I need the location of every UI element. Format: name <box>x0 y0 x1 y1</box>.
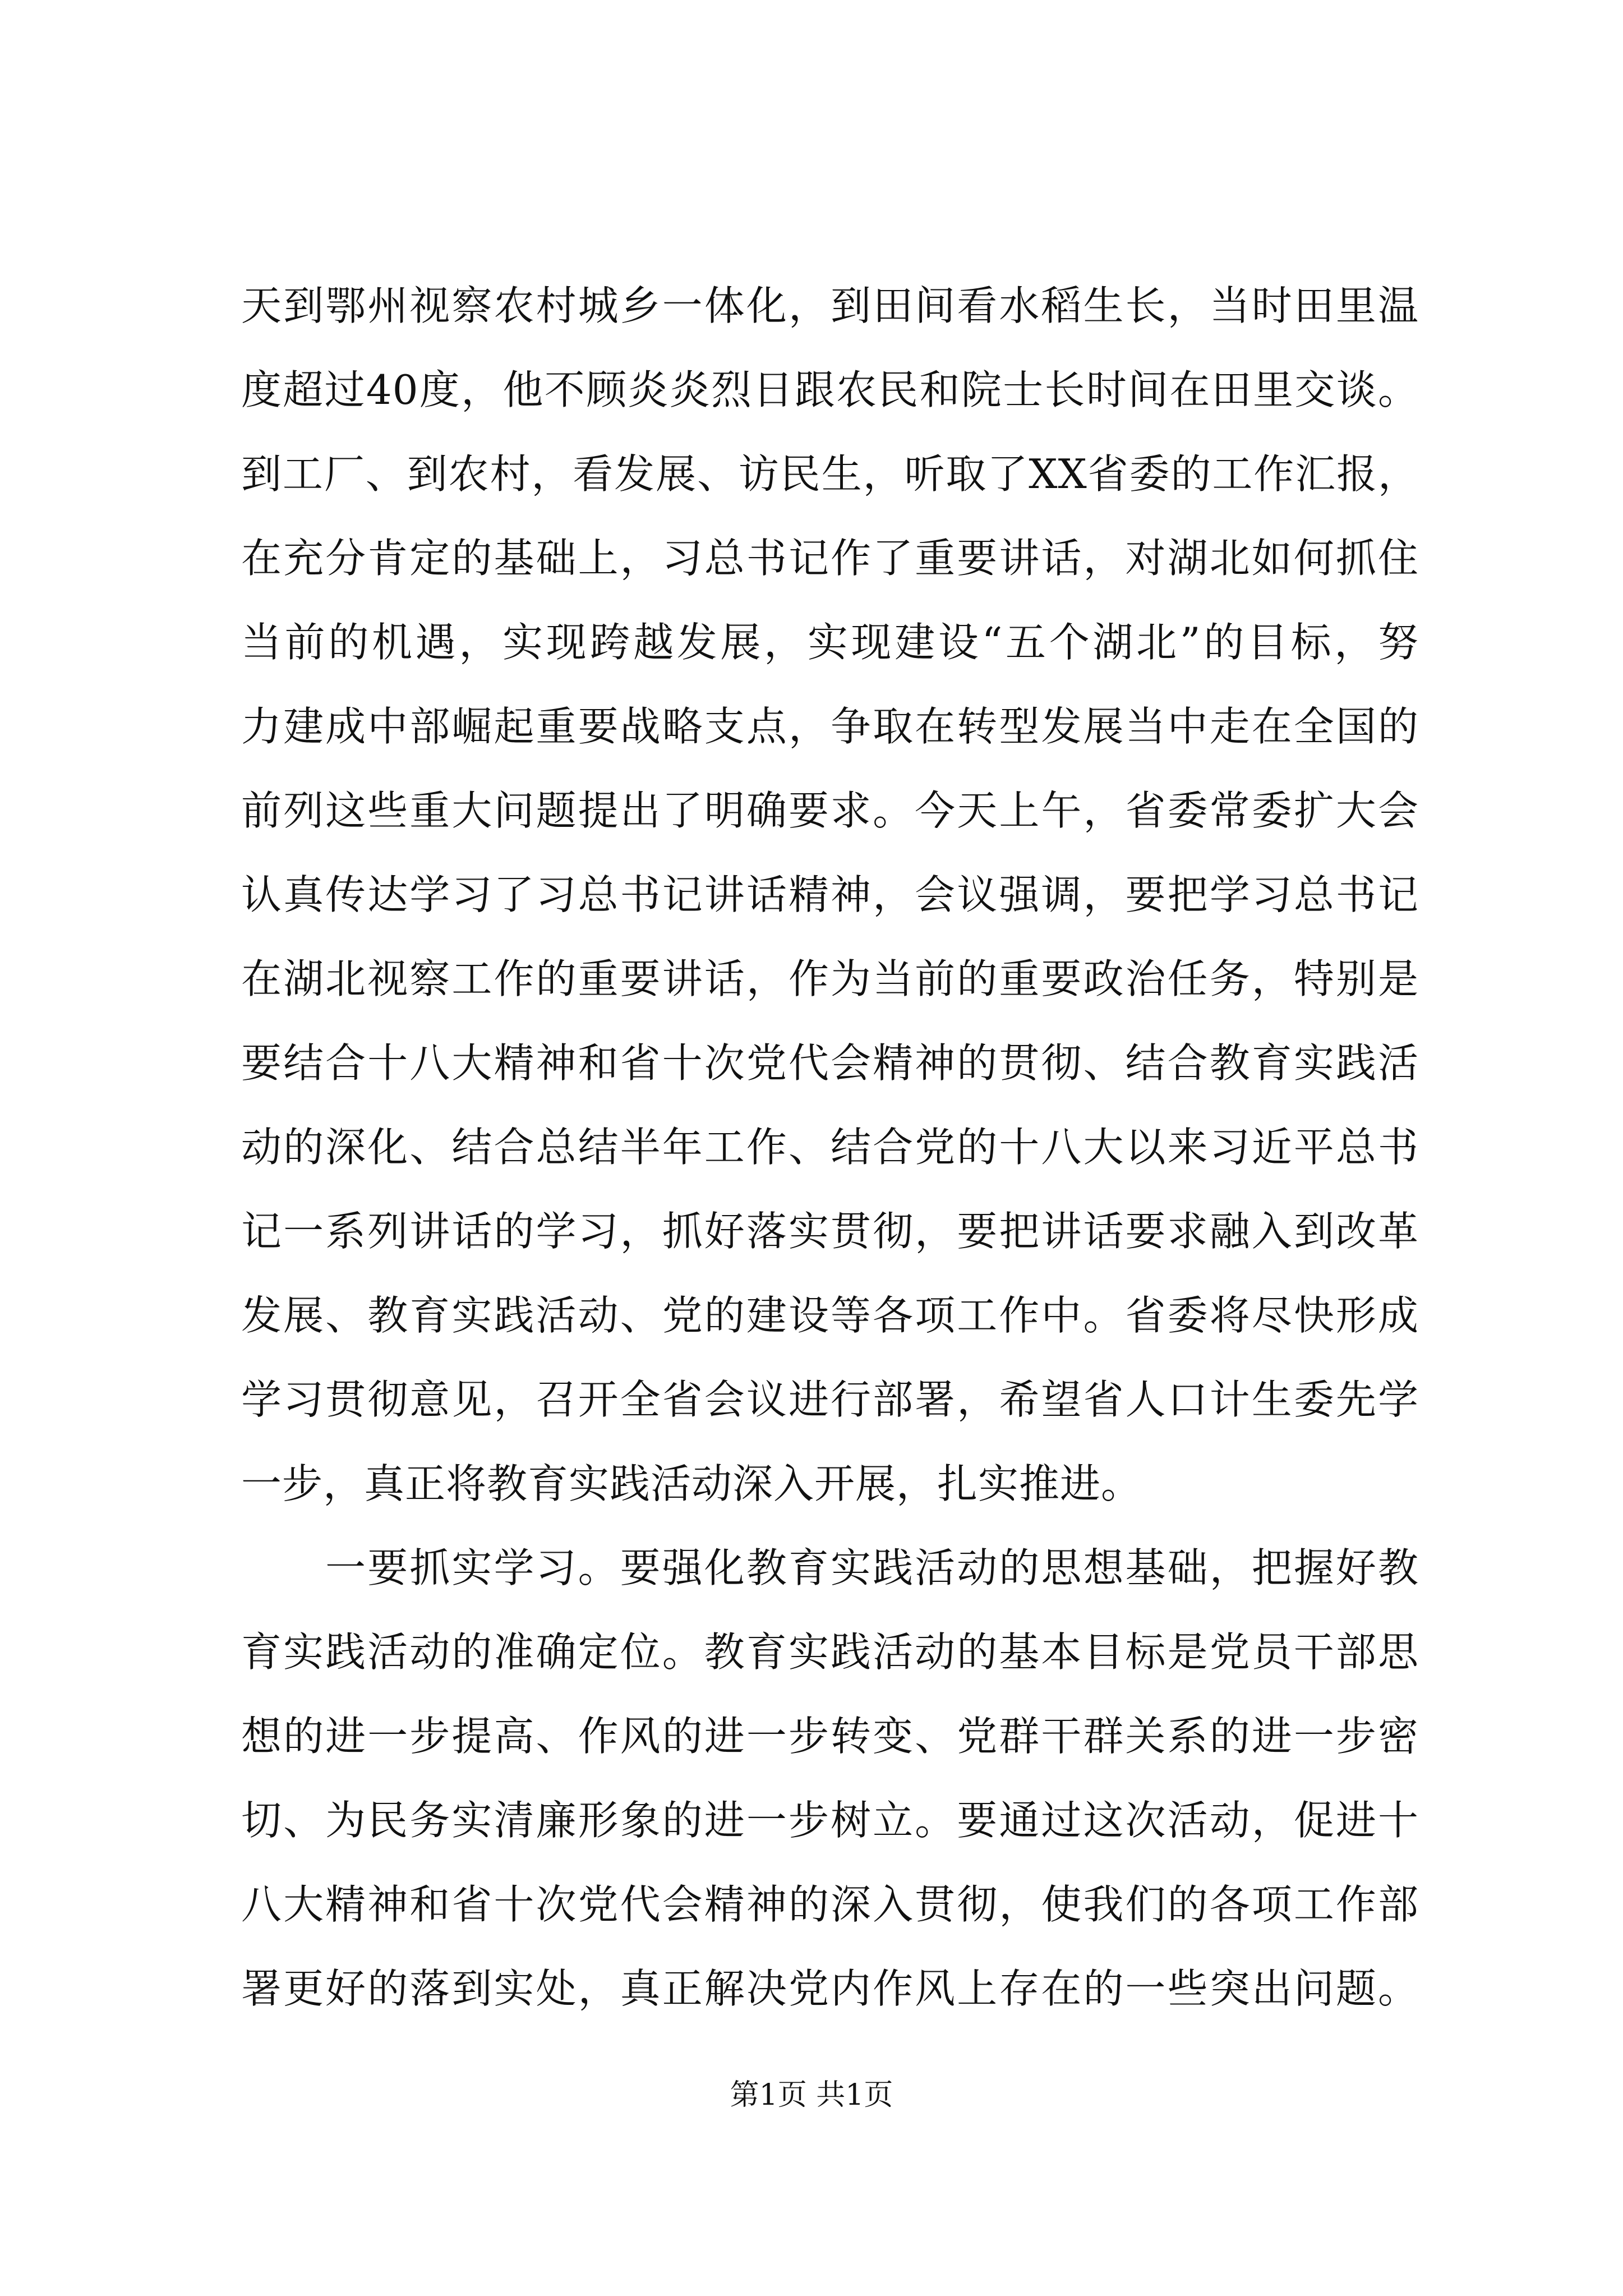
paragraph-1-line-10: 要结合十八大精神和省十次党代会精神的贯彻、结合教育实践活 <box>241 1039 1419 1087</box>
paragraph-1-line-3: 到工厂、到农村，看发展、访民生，听取了XX省委的工作汇报， <box>241 450 1419 498</box>
paragraph-2-line-3: 想的进一步提高、作风的进一步转变、党群干群关系的进一步密 <box>241 1713 1419 1760</box>
paragraph-1-line-8: 认真传达学习了习总书记讲话精神，会议强调，要把学习总书记 <box>241 871 1419 918</box>
page-number: 第1页 共1页 <box>730 2078 893 2112</box>
page-footer <box>0 2076 1623 2115</box>
paragraph-1-line-5: 当前的机遇，实现跨越发展，实现建设“五个湖北”的目标，努 <box>241 619 1419 666</box>
paragraph-2-line-5: 八大精神和省十次党代会精神的深入贯彻，使我们的各项工作部 <box>241 1881 1419 1928</box>
paragraph-2-line-1: 一要抓实学习。要强化教育实践活动的思想基础，把握好教 <box>241 1544 1419 1591</box>
paragraph-1-line-14: 学习贯彻意见，召开全省会议进行部署，希望省人口计生委先学 <box>241 1376 1419 1423</box>
paragraph-1-line-12: 记一系列讲话的学习，抓好落实贯彻，要把讲话要求融入到改革 <box>241 1208 1419 1255</box>
paragraph-1-line-4: 在充分肯定的基础上，习总书记作了重要讲话，对湖北如何抓住 <box>241 535 1419 582</box>
paragraph-1-line-1: 天到鄂州视察农村城乡一体化，到田间看水稻生长，当时田里温 <box>241 282 1419 329</box>
paragraph-1-line-6: 力建成中部崛起重要战略支点，争取在转型发展当中走在全国的 <box>241 703 1419 750</box>
paragraph-2-line-4: 切、为民务实清廉形象的进一步树立。要通过这次活动，促进十 <box>241 1797 1419 1844</box>
paragraph-1-line-9: 在湖北视察工作的重要讲话，作为当前的重要政治任务，特别是 <box>241 955 1419 1002</box>
paragraph-1-line-2: 度超过40度，他不顾炎炎烈日跟农民和院士长时间在田里交谈。 <box>241 366 1419 413</box>
paragraph-1-line-15: 一步，真正将教育实践活动深入开展，扎实推进。 <box>241 1460 1142 1507</box>
document-body <box>241 264 1419 2031</box>
paragraph-1-line-7: 前列这些重大问题提出了明确要求。今天上午，省委常委扩大会 <box>241 787 1419 834</box>
paragraph-2-line-6: 署更好的落到实处，真正解决党内作风上存在的一些突出问题。 <box>241 1965 1419 2012</box>
paragraph-1-line-11: 动的深化、结合总结半年工作、结合党的十八大以来习近平总书 <box>241 1124 1419 1171</box>
paragraph-1-line-13: 发展、教育实践活动、党的建设等各项工作中。省委将尽快形成 <box>241 1292 1419 1339</box>
paragraph-2-line-2: 育实践活动的准确定位。教育实践活动的基本目标是党员干部思 <box>241 1628 1419 1676</box>
